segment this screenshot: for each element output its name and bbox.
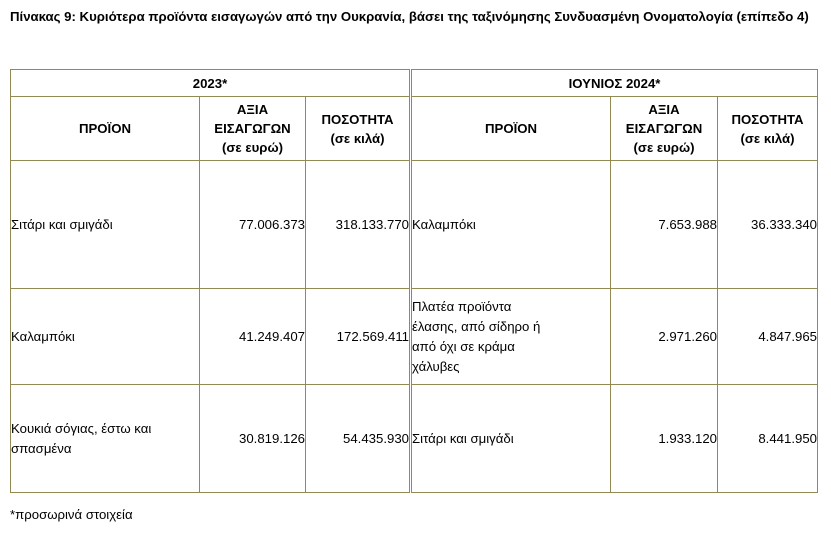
product-cell-2024 — [411, 289, 611, 385]
product-name-line: χάλυβες — [412, 358, 460, 374]
product-cell-2023 — [11, 289, 200, 385]
value-cell-2023: 41.249.407 — [200, 289, 306, 385]
quantity-header-line: (σε κιλά) — [740, 130, 795, 146]
product-header-2023: ΠΡΟΪΟΝ — [11, 97, 200, 161]
value-header-line: ΑΞΙΑ — [648, 102, 680, 117]
value-header-2023 — [200, 97, 306, 161]
quantity-header-2023 — [306, 97, 411, 161]
column-header-row — [11, 97, 818, 161]
product-header-2024: ΠΡΟΪΟΝ — [411, 97, 611, 161]
product-cell-2023 — [11, 385, 200, 493]
quantity-cell-2023: 172.569.411 — [306, 289, 411, 385]
quantity-cell-2024: 36.333.340 — [718, 161, 818, 289]
product-name-line: Σιτάρι και σμιγάδι — [11, 216, 113, 232]
product-cell-2024 — [411, 385, 611, 493]
imports-table — [10, 69, 818, 493]
value-cell-2024: 1.933.120 — [611, 385, 718, 493]
group-2023-header: 2023* — [11, 70, 411, 97]
quantity-cell-2024: 4.847.965 — [718, 289, 818, 385]
value-header-line: ΑΞΙΑ — [236, 102, 269, 117]
value-cell-2024: 2.971.260 — [611, 289, 718, 385]
value-cell-2023: 77.006.373 — [200, 161, 306, 289]
table-row — [11, 289, 818, 385]
table-row — [11, 385, 818, 493]
product-name-line: σπασμένα — [11, 440, 72, 456]
product-name-line: Καλαμπόκι — [11, 328, 75, 344]
product-name-line: Κουκιά σόγιας, έστω και — [11, 420, 152, 436]
quantity-header-line: (σε κιλά) — [330, 130, 385, 146]
value-cell-2024: 7.653.988 — [611, 161, 718, 289]
product-name-line: Καλαμπόκι — [412, 216, 476, 232]
group-june-2024-header: ΙΟΥΝΙΟΣ 2024* — [411, 70, 818, 97]
value-header-line: ΕΙΣΑΓΩΓΩΝ — [214, 121, 291, 136]
quantity-cell-2023: 318.133.770 — [306, 161, 411, 289]
value-header-line: ΕΙΣΑΓΩΓΩΝ — [625, 121, 703, 136]
footnote: *προσωρινά στοιχεία — [10, 507, 133, 522]
value-cell-2023: 30.819.126 — [200, 385, 306, 493]
table-caption: Πίνακας 9: Κυριότερα προϊόντα εισαγωγών από την Ουκρανία, βάσει της ταξινόμησης Συνδυασμένη Ονοματολογία (επίπεδο 4) — [10, 9, 809, 24]
quantity-header-2024 — [718, 97, 818, 161]
quantity-cell-2023: 54.435.930 — [306, 385, 411, 493]
value-header-line: (σε ευρώ) — [222, 140, 283, 155]
product-name-line: έλασης, από σίδηρο ή — [412, 318, 541, 334]
product-cell-2024 — [411, 161, 611, 289]
product-name-line: Σιτάρι και σμιγάδι — [412, 430, 514, 446]
quantity-header-line: ΠΟΣΟΤΗΤΑ — [731, 111, 804, 127]
value-header-2024 — [611, 97, 718, 161]
product-name-line: Πλατέα προϊόντα — [412, 298, 512, 314]
product-name-line: από όχι σε κράμα — [412, 338, 515, 354]
table-row — [11, 161, 818, 289]
quantity-header-line: ΠΟΣΟΤΗΤΑ — [321, 111, 394, 127]
quantity-cell-2024: 8.441.950 — [718, 385, 818, 493]
value-header-line: (σε ευρώ) — [633, 140, 695, 155]
group-header-row — [11, 70, 818, 97]
product-cell-2023 — [11, 161, 200, 289]
